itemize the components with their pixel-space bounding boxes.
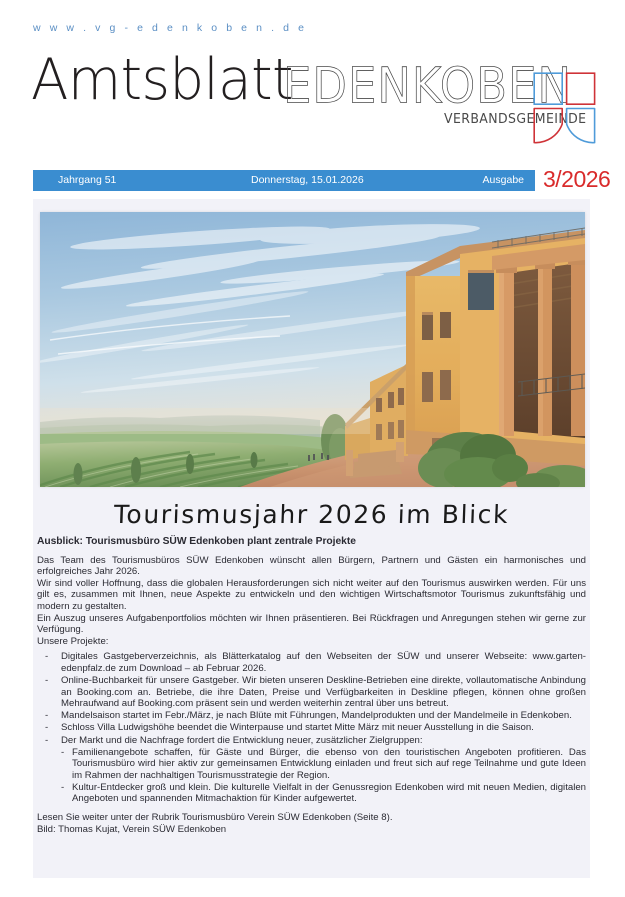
lead-paragraph: Wir sind voller Hoffnung, dass die globalen Herausforderungen sich nicht weiter auf den Tourismus auswirken werden. Für uns gilt es, zusammen mit Ihnen, neue Aspekte zu entwickeln und den wichtigen Wirtschaftsmotor Tourismus zukunftsfähig und modern zu gestalten. — [37, 577, 586, 612]
list-item: - Kultur-Entdecker groß und klein. Die kulturelle Vielfalt in der Genussregion Edenkoben wird mit neuen Medien, digitalen Angeboten und spannenden Mitmachaktion für Kinder aufgewertet. — [61, 782, 586, 805]
article-closing — [37, 812, 586, 835]
website-url: w w w . v g - e d e n k o b e n . d e — [33, 22, 308, 34]
issue-label: Ausgabe — [482, 174, 524, 186]
target-groups-list — [61, 747, 586, 805]
municipality-wordmark: EDENKOBEN — [283, 57, 573, 115]
issue-info-bar — [33, 170, 535, 191]
publication-title: Amtsblatt — [31, 47, 293, 113]
projects-label: Unsere Projekte: — [37, 635, 109, 647]
projects-list — [37, 651, 586, 805]
coat-of-arms-icon — [533, 72, 597, 144]
list-item: - Digitales Gastgeberverzeichnis, als Blätterkatalog auf den Webseiten der SÜW und unserer Webseite: www.garten-edenpfalz.de zum Download – ab Februar 2026. — [37, 651, 586, 674]
article-headline: Tourismusjahr 2026 im Blick — [113, 500, 510, 529]
list-item: - Schloss Villa Ludwigshöhe beendet die Winterpause und startet Mitte März mit neuer Ausstellung in die Saison. — [37, 722, 586, 734]
article-subheadline: Ausblick: Tourismusbüro SÜW Edenkoben plant zentrale Projekte — [37, 536, 356, 547]
list-item — [37, 735, 586, 806]
masthead-logo-row — [31, 47, 605, 136]
list-item-label: Der Markt und die Nachfrage fordert die Entwicklung neuer, zusätzlicher Zielgruppen: — [61, 734, 423, 746]
list-item: - Online-Buchbarkeit für unsere Gastgeber. Wir bieten unseren Deskline-Betrieben eine direkte, vollautomatische Anbindung an Booking.com an. Betriebe, die ihre Daten, Preise und Verfügbarkeiten in Deskline pflegen, können ohne großen Mehraufwand auf Booking.com präsent sein und werden weiterhin zentral über uns betreut. — [37, 675, 586, 710]
lead-paragraph: Ein Auszug unseres Aufgabenportfolios möchten wir Ihnen präsentieren. Bei Rückfragen und Anregungen stehen wir gerne zur Verfügung. — [37, 612, 586, 636]
issue-number: 3/2026 — [543, 166, 611, 192]
continue-reading-note: Lesen Sie weiter unter der Rubrik Tourismusbüro Verein SÜW Edenkoben (Seite 8). — [37, 812, 393, 824]
article-lead — [37, 555, 586, 636]
list-item: - Familienangebote schaffen, für Gäste und Bürger, die ebenso von den touristischen Angeboten profitieren. Das Tourismusbüro wird hier aktiv zur gemeinsamen Entwicklung einladen und freut sich auf rege Teilnahme und gute Ideen im Rahmen der nachhaltigen Tourismusstrategie der Region. — [61, 747, 586, 782]
municipality-type-label: VERBANDSGEMEINDE — [444, 110, 587, 126]
lead-paragraph: Das Team des Tourismusbüros SÜW Edenkoben wünscht allen Bürgern, Partnern und Gästen ein harmonisches und erfolgreiches Jahr 2026. — [37, 554, 586, 578]
list-item: - Mandelsaison startet im Febr./März, je nach Blüte mit Führungen, Mandelprodukten und der Mandelmeile in Edenkoben. — [37, 710, 586, 722]
volume-label: Jahrgang 51 — [58, 174, 117, 186]
cover-photo — [40, 212, 585, 487]
image-credit: Bild: Thomas Kujat, Verein SÜW Edenkoben — [37, 823, 227, 835]
issue-date: Donnerstag, 15.01.2026 — [251, 174, 364, 186]
article-body — [37, 536, 586, 835]
